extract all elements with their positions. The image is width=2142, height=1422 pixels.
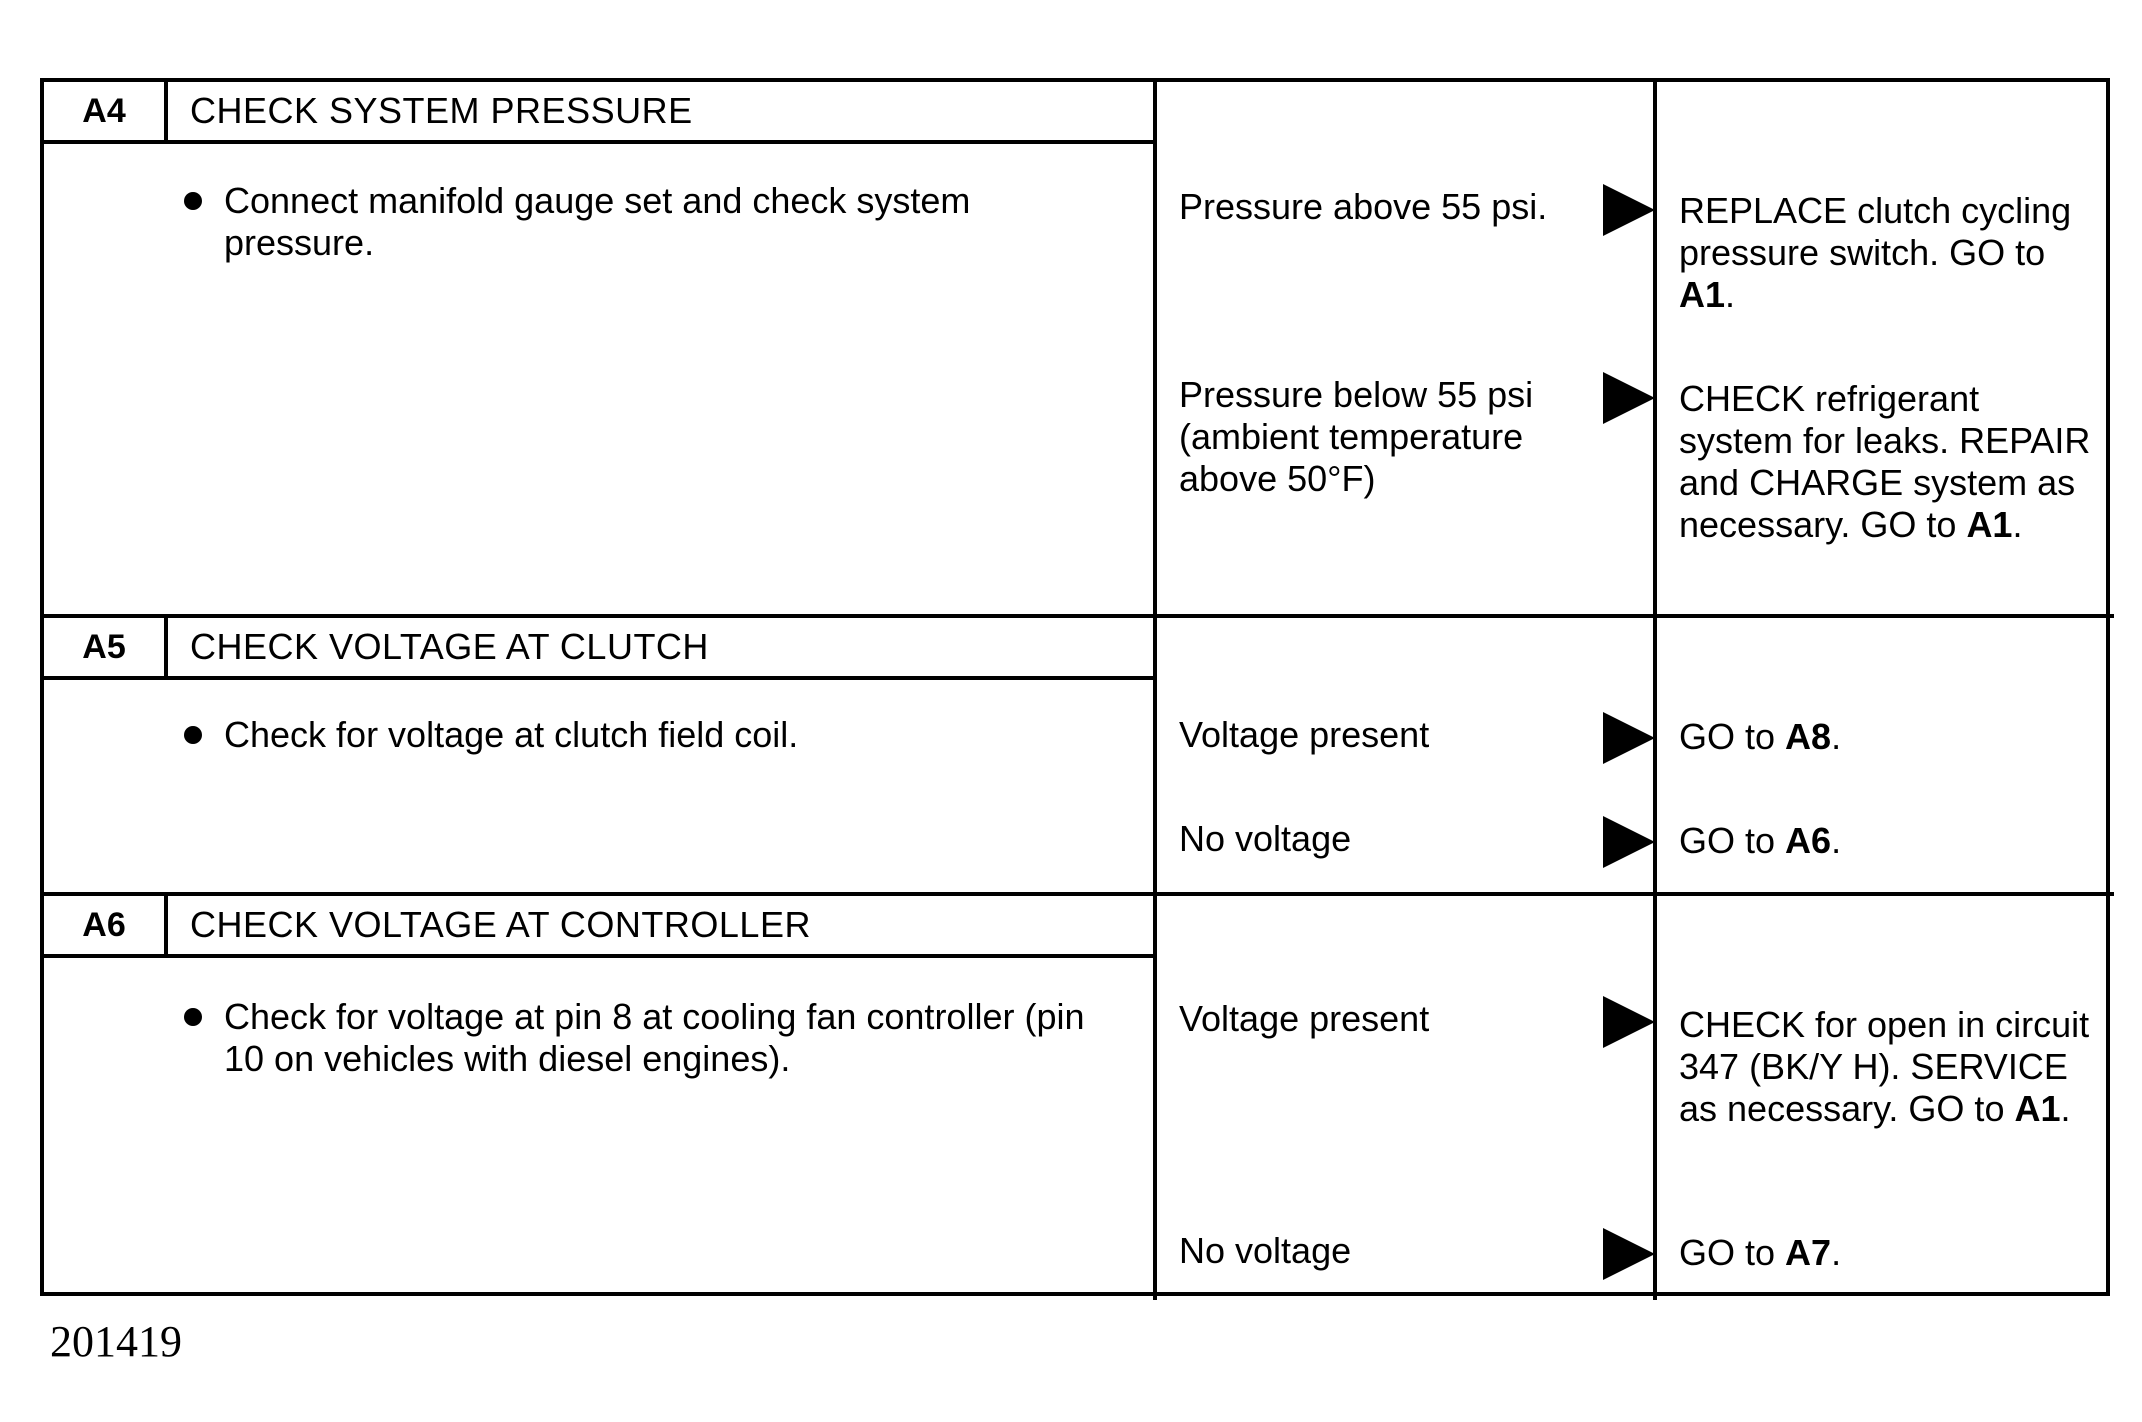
result-text: Pressure above 55 psi. — [1179, 186, 1548, 227]
step-reference: A6 — [1785, 820, 1832, 861]
result-cell-a4 — [1157, 82, 1657, 618]
test-cell-a4 — [44, 82, 1157, 618]
step-header-a6 — [44, 896, 1153, 958]
instruction-text: Connect manifold gauge set and check system pressure. — [224, 180, 971, 263]
action-text: GO to A8. — [1679, 716, 1842, 757]
action-cell-a4 — [1657, 82, 2114, 618]
arrow-right-icon — [1603, 712, 1655, 764]
action-cell-a6 — [1657, 896, 2114, 1300]
step-id: A5 — [44, 618, 168, 676]
result-text: No voltage — [1179, 1230, 1352, 1271]
bullet-icon — [184, 1008, 202, 1026]
action-cell-a5 — [1657, 618, 2114, 896]
action-text: CHECK refrigerant system for leaks. REPAIR and CHARGE system as necessary. GO to A1. — [1679, 378, 2091, 545]
step-reference: A1 — [2014, 1088, 2061, 1129]
step-header-a5 — [44, 618, 1153, 680]
result-text: Voltage present — [1179, 998, 1430, 1039]
bullet-icon — [184, 726, 202, 744]
step-title: CHECK SYSTEM PRESSURE — [190, 90, 693, 131]
step-instruction — [184, 714, 1113, 756]
result-cell-a6 — [1157, 896, 1657, 1300]
action-text: CHECK for open in circuit 347 (BK/Y H). SERVICE as necessary. GO to A1. — [1679, 1004, 2090, 1129]
step-instruction — [184, 996, 1113, 1080]
step-instruction — [184, 180, 1113, 264]
test-cell-a6 — [44, 896, 1157, 1300]
arrow-right-icon — [1603, 996, 1655, 1048]
result-text: No voltage — [1179, 818, 1352, 859]
step-id: A4 — [44, 82, 168, 140]
step-title: CHECK VOLTAGE AT CLUTCH — [190, 626, 709, 667]
action-text: GO to A7. — [1679, 1232, 1842, 1273]
bullet-icon — [184, 192, 202, 210]
arrow-right-icon — [1603, 1228, 1655, 1280]
step-title: CHECK VOLTAGE AT CONTROLLER — [190, 904, 811, 945]
test-cell-a5 — [44, 618, 1157, 896]
figure-number: 201419 — [50, 1317, 182, 1366]
step-reference: A8 — [1785, 716, 1832, 757]
step-reference: A1 — [1679, 274, 1726, 315]
step-id: A6 — [44, 896, 168, 954]
result-cell-a5 — [1157, 618, 1657, 896]
step-reference: A7 — [1785, 1232, 1832, 1273]
diagnostic-chart — [40, 78, 2110, 1296]
instruction-text: Check for voltage at clutch field coil. — [224, 714, 799, 755]
arrow-right-icon — [1603, 372, 1655, 424]
result-text: Voltage present — [1179, 714, 1430, 755]
step-reference: A1 — [1966, 504, 2013, 545]
step-header-a4 — [44, 82, 1153, 144]
action-text: REPLACE clutch cycling pressure switch. GO to A1. — [1679, 190, 2072, 315]
result-text: Pressure below 55 psi (ambient temperature above 50°F) — [1179, 374, 1534, 499]
arrow-right-icon — [1603, 816, 1655, 868]
action-text: GO to A6. — [1679, 820, 1842, 861]
instruction-text: Check for voltage at pin 8 at cooling fan controller (pin 10 on vehicles with diesel engines). — [224, 996, 1085, 1079]
arrow-right-icon — [1603, 184, 1655, 236]
